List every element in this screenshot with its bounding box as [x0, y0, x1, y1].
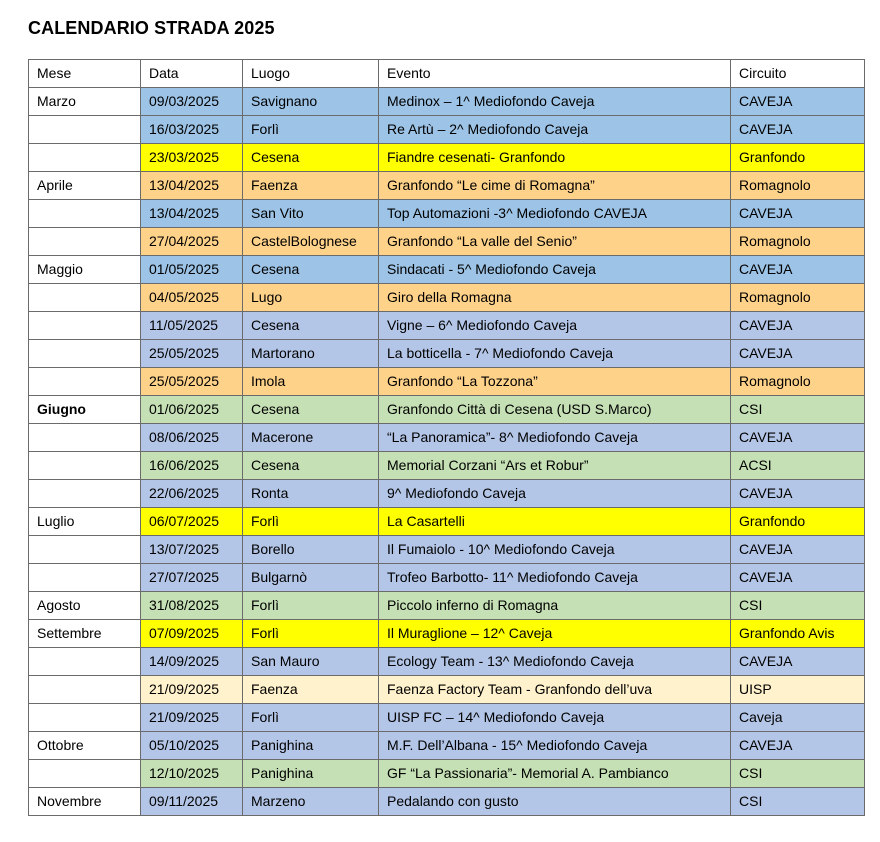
- cell-luogo: Macerone: [243, 424, 379, 452]
- cell-circuito: CAVEJA: [731, 424, 865, 452]
- cell-luogo: Cesena: [243, 256, 379, 284]
- table-row: [29, 228, 865, 256]
- cell-circuito: CAVEJA: [731, 648, 865, 676]
- cell-data: 13/04/2025: [141, 172, 243, 200]
- cell-evento: Granfondo Città di Cesena (USD S.Marco): [379, 396, 731, 424]
- cell-luogo: Faenza: [243, 676, 379, 704]
- cell-evento: Giro della Romagna: [379, 284, 731, 312]
- cell-mese: Aprile: [29, 172, 141, 200]
- cell-luogo: Savignano: [243, 88, 379, 116]
- cell-circuito: CSI: [731, 788, 865, 816]
- cell-luogo: Panighina: [243, 732, 379, 760]
- cell-evento: 9^ Mediofondo Caveja: [379, 480, 731, 508]
- cell-luogo: Cesena: [243, 396, 379, 424]
- cell-circuito: CAVEJA: [731, 200, 865, 228]
- cell-mese: Giugno: [29, 396, 141, 424]
- cell-evento: Granfondo “Le cime di Romagna”: [379, 172, 731, 200]
- table-row: [29, 592, 865, 620]
- column-header-luogo: Luogo: [243, 60, 379, 88]
- cell-data: 06/07/2025: [141, 508, 243, 536]
- cell-evento: Trofeo Barbotto- 11^ Mediofondo Caveja: [379, 564, 731, 592]
- cell-mese: [29, 564, 141, 592]
- cell-evento: Faenza Factory Team - Granfondo dell’uva: [379, 676, 731, 704]
- table-row: [29, 200, 865, 228]
- cell-mese: [29, 452, 141, 480]
- cell-luogo: Panighina: [243, 760, 379, 788]
- column-header-data: Data: [141, 60, 243, 88]
- cell-mese: [29, 200, 141, 228]
- cell-circuito: Granfondo: [731, 508, 865, 536]
- cell-evento: UISP FC – 14^ Mediofondo Caveja: [379, 704, 731, 732]
- cell-circuito: CAVEJA: [731, 732, 865, 760]
- cell-circuito: CAVEJA: [731, 480, 865, 508]
- cell-data: 16/03/2025: [141, 116, 243, 144]
- cell-mese: Ottobre: [29, 732, 141, 760]
- cell-luogo: Cesena: [243, 312, 379, 340]
- cell-luogo: Borello: [243, 536, 379, 564]
- cell-mese: [29, 284, 141, 312]
- cell-circuito: Romagnolo: [731, 228, 865, 256]
- table-row: [29, 508, 865, 536]
- cell-luogo: Marzeno: [243, 788, 379, 816]
- cell-mese: [29, 536, 141, 564]
- table-row: [29, 340, 865, 368]
- cell-circuito: CAVEJA: [731, 312, 865, 340]
- cell-circuito: CSI: [731, 760, 865, 788]
- cell-data: 13/07/2025: [141, 536, 243, 564]
- cell-data: 04/05/2025: [141, 284, 243, 312]
- cell-circuito: Caveja: [731, 704, 865, 732]
- cell-evento: Granfondo “La Tozzona”: [379, 368, 731, 396]
- cell-evento: “La Panoramica”- 8^ Mediofondo Caveja: [379, 424, 731, 452]
- cell-evento: M.F. Dell’Albana - 15^ Mediofondo Caveja: [379, 732, 731, 760]
- table-row: [29, 564, 865, 592]
- cell-luogo: Lugo: [243, 284, 379, 312]
- cell-data: 31/08/2025: [141, 592, 243, 620]
- cell-evento: Sindacati - 5^ Mediofondo Caveja: [379, 256, 731, 284]
- cell-data: 22/06/2025: [141, 480, 243, 508]
- cell-evento: Re Artù – 2^ Mediofondo Caveja: [379, 116, 731, 144]
- cell-circuito: CAVEJA: [731, 256, 865, 284]
- cell-mese: Luglio: [29, 508, 141, 536]
- cell-evento: GF “La Passionaria”- Memorial A. Pambianco: [379, 760, 731, 788]
- cell-luogo: Forlì: [243, 508, 379, 536]
- cell-data: 21/09/2025: [141, 704, 243, 732]
- cell-luogo: Cesena: [243, 452, 379, 480]
- cell-luogo: Faenza: [243, 172, 379, 200]
- cell-evento: Top Automazioni -3^ Mediofondo CAVEJA: [379, 200, 731, 228]
- cell-luogo: San Vito: [243, 200, 379, 228]
- cell-luogo: Bulgarnò: [243, 564, 379, 592]
- table-row: [29, 172, 865, 200]
- table-row: [29, 88, 865, 116]
- cell-data: 01/05/2025: [141, 256, 243, 284]
- cell-luogo: Forlì: [243, 116, 379, 144]
- cell-circuito: UISP: [731, 676, 865, 704]
- column-header-circuito: Circuito: [731, 60, 865, 88]
- cell-evento: Ecology Team - 13^ Mediofondo Caveja: [379, 648, 731, 676]
- cell-luogo: CastelBolognese: [243, 228, 379, 256]
- cell-data: 27/04/2025: [141, 228, 243, 256]
- cell-circuito: CAVEJA: [731, 564, 865, 592]
- cell-evento: Medinox – 1^ Mediofondo Caveja: [379, 88, 731, 116]
- cell-evento: Vigne – 6^ Mediofondo Caveja: [379, 312, 731, 340]
- cell-circuito: CAVEJA: [731, 88, 865, 116]
- cell-mese: [29, 228, 141, 256]
- cell-circuito: CAVEJA: [731, 340, 865, 368]
- table-body: [29, 88, 865, 816]
- table-row: [29, 284, 865, 312]
- table-row: [29, 144, 865, 172]
- cell-mese: [29, 116, 141, 144]
- cell-mese: [29, 704, 141, 732]
- table-row: [29, 424, 865, 452]
- cell-luogo: Cesena: [243, 144, 379, 172]
- table-row: [29, 620, 865, 648]
- cell-mese: [29, 676, 141, 704]
- cell-mese: Marzo: [29, 88, 141, 116]
- cell-evento: Memorial Corzani “Ars et Robur”: [379, 452, 731, 480]
- cell-mese: [29, 424, 141, 452]
- table-row: [29, 452, 865, 480]
- cell-evento: La Casartelli: [379, 508, 731, 536]
- cell-circuito: Romagnolo: [731, 172, 865, 200]
- cell-data: 09/03/2025: [141, 88, 243, 116]
- cell-circuito: ACSI: [731, 452, 865, 480]
- table-row: [29, 760, 865, 788]
- cell-circuito: CSI: [731, 396, 865, 424]
- cell-mese: Settembre: [29, 620, 141, 648]
- cell-data: 25/05/2025: [141, 340, 243, 368]
- cell-mese: [29, 480, 141, 508]
- cell-data: 27/07/2025: [141, 564, 243, 592]
- calendar-table: [28, 59, 865, 816]
- table-row: [29, 116, 865, 144]
- table-row: [29, 788, 865, 816]
- table-row: [29, 368, 865, 396]
- cell-mese: [29, 144, 141, 172]
- cell-data: 16/06/2025: [141, 452, 243, 480]
- cell-luogo: Forlì: [243, 620, 379, 648]
- cell-circuito: CSI: [731, 592, 865, 620]
- table-row: [29, 704, 865, 732]
- cell-evento: Fiandre cesenati- Granfondo: [379, 144, 731, 172]
- cell-circuito: Granfondo Avis: [731, 620, 865, 648]
- cell-mese: [29, 340, 141, 368]
- cell-data: 23/03/2025: [141, 144, 243, 172]
- cell-data: 11/05/2025: [141, 312, 243, 340]
- page-title: CALENDARIO STRADA 2025: [28, 18, 275, 38]
- column-header-mese: Mese: [29, 60, 141, 88]
- table-row: [29, 732, 865, 760]
- cell-data: 08/06/2025: [141, 424, 243, 452]
- cell-data: 12/10/2025: [141, 760, 243, 788]
- cell-evento: La botticella - 7^ Mediofondo Caveja: [379, 340, 731, 368]
- table-row: [29, 312, 865, 340]
- cell-mese: Novembre: [29, 788, 141, 816]
- table-row: [29, 256, 865, 284]
- table-row: [29, 676, 865, 704]
- cell-data: 13/04/2025: [141, 200, 243, 228]
- cell-data: 05/10/2025: [141, 732, 243, 760]
- table-row: [29, 396, 865, 424]
- cell-mese: Agosto: [29, 592, 141, 620]
- table-header-row: [29, 60, 865, 88]
- cell-circuito: Granfondo: [731, 144, 865, 172]
- cell-luogo: Imola: [243, 368, 379, 396]
- cell-data: 07/09/2025: [141, 620, 243, 648]
- table-row: [29, 480, 865, 508]
- table-row: [29, 648, 865, 676]
- cell-circuito: CAVEJA: [731, 116, 865, 144]
- cell-luogo: Ronta: [243, 480, 379, 508]
- cell-evento: Pedalando con gusto: [379, 788, 731, 816]
- cell-luogo: Martorano: [243, 340, 379, 368]
- cell-mese: Maggio: [29, 256, 141, 284]
- cell-evento: Granfondo “La valle del Senio”: [379, 228, 731, 256]
- cell-circuito: CAVEJA: [731, 536, 865, 564]
- cell-luogo: San Mauro: [243, 648, 379, 676]
- cell-luogo: Forlì: [243, 592, 379, 620]
- cell-data: 25/05/2025: [141, 368, 243, 396]
- cell-data: 21/09/2025: [141, 676, 243, 704]
- cell-evento: Piccolo inferno di Romagna: [379, 592, 731, 620]
- cell-circuito: Romagnolo: [731, 284, 865, 312]
- table-row: [29, 536, 865, 564]
- cell-data: 09/11/2025: [141, 788, 243, 816]
- cell-luogo: Forlì: [243, 704, 379, 732]
- cell-mese: [29, 760, 141, 788]
- cell-data: 14/09/2025: [141, 648, 243, 676]
- cell-evento: Il Muraglione – 12^ Caveja: [379, 620, 731, 648]
- cell-mese: [29, 368, 141, 396]
- cell-mese: [29, 648, 141, 676]
- cell-circuito: Romagnolo: [731, 368, 865, 396]
- column-header-evento: Evento: [379, 60, 731, 88]
- cell-evento: Il Fumaiolo - 10^ Mediofondo Caveja: [379, 536, 731, 564]
- cell-data: 01/06/2025: [141, 396, 243, 424]
- cell-mese: [29, 312, 141, 340]
